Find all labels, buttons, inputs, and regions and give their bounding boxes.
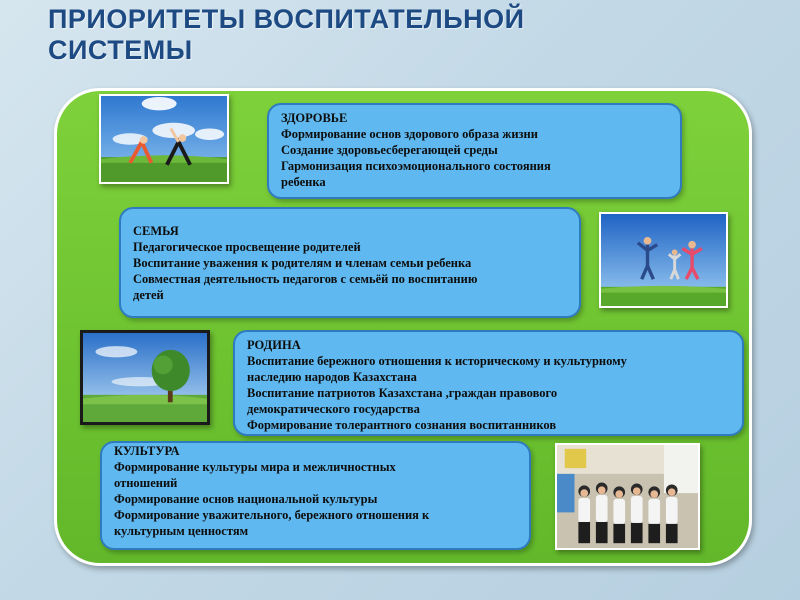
section-health-line: Гармонизация психоэмоционального состояния — [281, 159, 551, 173]
section-family-line: Воспитание уважения к родителям и членам семьи ребенка — [133, 256, 472, 270]
section-homeland-line: Формирование толерантного сознания воспитанников — [247, 418, 557, 432]
section-culture-line: Формирование основ национальной культуры — [114, 492, 378, 506]
section-culture — [100, 441, 531, 550]
exercise-photo — [99, 94, 229, 184]
tree-landscape-photo — [80, 330, 210, 425]
section-family — [119, 207, 581, 318]
section-homeland-heading: РОДИНА — [247, 338, 301, 352]
section-family-line: детей — [133, 288, 164, 302]
section-homeland-line: Воспитание патриотов Казахстана ,граждан правового — [247, 386, 558, 400]
section-health — [267, 103, 682, 199]
children-group-photo — [555, 443, 700, 550]
section-family-heading: СЕМЬЯ — [133, 224, 179, 238]
section-health-heading: ЗДОРОВЬЕ — [281, 111, 348, 125]
section-homeland — [233, 330, 744, 436]
section-culture-line: культурным ценностям — [114, 524, 249, 538]
section-culture-line: отношений — [114, 476, 178, 490]
section-health-line: Формирование основ здорового образа жизни — [281, 127, 538, 141]
section-family-line: Совместная деятельность педагогов с семьёй по воспитанию — [133, 272, 478, 286]
section-homeland-line: наследию народов Казахстана — [247, 370, 417, 384]
slide-title-line-2: СИСТЕМЫ — [48, 35, 193, 65]
section-homeland-line: Воспитание бережного отношения к историческому и культурному — [247, 354, 627, 368]
section-culture-line: Формирование культуры мира и межличностных — [114, 460, 396, 474]
section-culture-heading: КУЛЬТУРА — [114, 444, 180, 458]
section-health-line: Создание здоровьесберегающей среды — [281, 143, 498, 157]
family-photo — [599, 212, 728, 308]
slide-title — [48, 4, 768, 66]
section-culture-line: Формирование уважительного, бережного отношения к — [114, 508, 430, 522]
slide-title-line-1: ПРИОРИТЕТЫ ВОСПИТАТЕЛЬНОЙ — [48, 4, 525, 34]
section-homeland-line: демократического государства — [247, 402, 420, 416]
section-family-line: Педагогическое просвещение родителей — [133, 240, 361, 254]
section-health-line: ребенка — [281, 175, 326, 189]
